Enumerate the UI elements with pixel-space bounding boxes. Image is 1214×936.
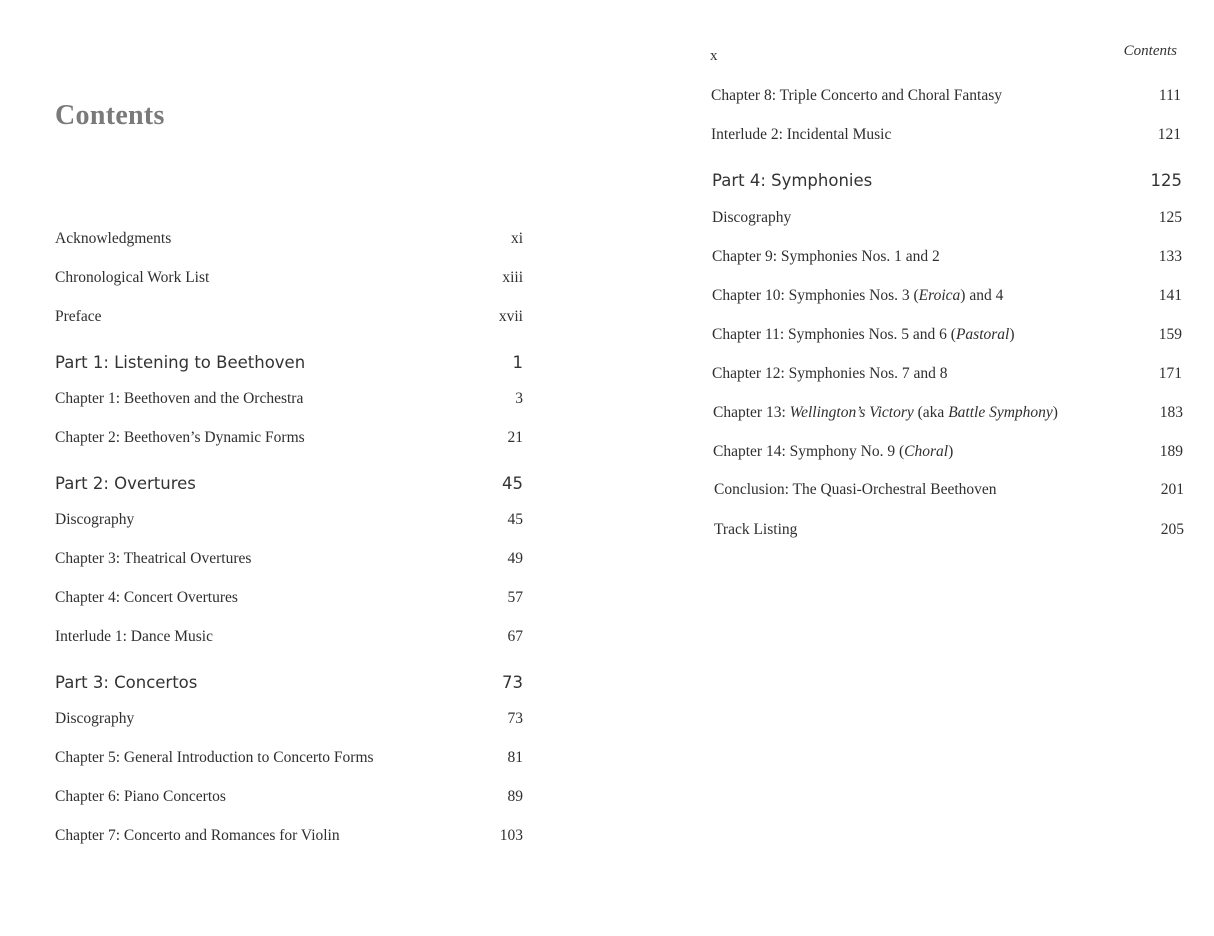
toc-entry [55,550,523,568]
toc-entry-page: 171 [1158,365,1182,382]
toc-entry [55,710,523,728]
toc-entry [711,87,1181,105]
toc-entry-page: 125 [1150,171,1182,190]
toc-entry-page: 121 [1157,126,1181,143]
toc-entry-label: Discography [55,511,135,528]
toc-entry-page: 49 [507,550,523,567]
toc-entry-label: Part 4: Symphonies [712,171,873,190]
toc-entry-label: Chapter 2: Beethoven’s Dynamic Forms [55,429,305,446]
toc-entry-label: Chronological Work List [55,269,210,286]
toc-entry-label: Chapter 7: Concerto and Romances for Violin [55,827,340,844]
toc-entry [55,589,523,607]
toc-entry-label: Chapter 12: Symphonies Nos. 7 and 8 [712,365,948,382]
toc-entry [55,511,523,529]
toc-entry-page: xvii [498,308,523,325]
toc-entry-page: 189 [1159,443,1183,460]
toc-entry-label: Interlude 1: Dance Music [55,628,213,645]
toc-entry-label: Chapter 9: Symphonies Nos. 1 and 2 [712,248,940,265]
toc-entry-page: 133 [1158,248,1182,265]
toc-entry-page: 81 [507,749,523,766]
toc-entry [713,404,1183,422]
toc-entry-page: 57 [507,589,523,606]
toc-entry [712,326,1182,344]
toc-entry [55,788,523,806]
toc-entry [55,628,523,646]
toc-entry-page: 73 [507,710,523,727]
toc-entry [712,209,1182,227]
toc-entry-label: Preface [55,308,102,325]
toc-part-heading [55,353,523,372]
page-title: Contents [55,100,165,131]
right-page [607,0,1214,936]
toc-entry-page: 89 [507,788,523,805]
toc-entry [55,269,523,287]
toc-entry-label: Chapter 5: General Introduction to Concerto Forms [55,749,374,766]
toc-entry-label: Discography [55,710,135,727]
toc-entry-page: 125 [1158,209,1182,226]
toc-entry-label: Chapter 11: Symphonies Nos. 5 and 6 (Pastoral) [712,326,1015,343]
toc-part-heading [55,474,523,493]
toc-entry-label: Chapter 8: Triple Concerto and Choral Fantasy [711,87,1003,104]
toc-entry-page: 73 [502,673,523,692]
toc-entry [712,365,1182,383]
toc-entry-label: Conclusion: The Quasi-Orchestral Beethoven [714,481,997,498]
toc-entry [714,521,1184,539]
toc-entry-page: 141 [1158,287,1182,304]
toc-entry-page: 45 [502,474,523,493]
toc-entry-label: Part 3: Concertos [55,673,198,692]
toc-entry-label: Interlude 2: Incidental Music [711,126,892,143]
toc-part-heading [712,171,1182,190]
toc-entry [55,827,523,845]
toc-entry [713,443,1183,461]
toc-entry-label: Part 2: Overtures [55,474,196,493]
toc-entry-page: 183 [1159,404,1183,421]
toc-entry-page: 67 [507,628,523,645]
toc-entry-page: xi [510,230,523,247]
toc-entry-label: Chapter 13: Wellington’s Victory (aka Battle Symphony) [713,404,1058,421]
toc-entry [714,481,1184,499]
toc-entry [712,287,1182,305]
toc-entry [55,308,523,326]
toc-entry-page: 111 [1158,87,1181,104]
toc-entry-label: Chapter 1: Beethoven and the Orchestra [55,390,304,407]
toc-entry-label: Acknowledgments [55,230,172,247]
toc-entry-label: Chapter 14: Symphony No. 9 (Choral) [713,443,954,460]
toc-entry-label: Chapter 3: Theatrical Overtures [55,550,252,567]
toc-entry-page: xiii [502,269,523,286]
toc-entry-page: 205 [1160,521,1184,538]
toc-entry-label: Track Listing [714,521,798,538]
running-header: Contents [1123,43,1177,59]
toc-entry-label: Part 1: Listening to Beethoven [55,353,306,372]
toc-entry [712,248,1182,266]
toc-entry-label: Chapter 6: Piano Concertos [55,788,226,805]
toc-entry-page: 21 [507,429,523,446]
toc-entry-page: 1 [512,353,523,372]
toc-entry [55,390,523,408]
toc-entry [55,749,523,767]
toc-entry [55,230,523,248]
toc-part-heading [55,673,523,692]
toc-entry-page: 159 [1158,326,1182,343]
toc-entry [55,429,523,447]
toc-entry-label: Discography [712,209,792,226]
toc-entry-page: 45 [507,511,523,528]
toc-entry-page: 3 [515,390,523,407]
page-number: x [710,48,718,64]
toc-entry-label: Chapter 4: Concert Overtures [55,589,238,606]
toc-entry-label: Chapter 10: Symphonies Nos. 3 (Eroica) and 4 [712,287,1004,304]
toc-entry-page: 103 [499,827,523,844]
toc-entry [711,126,1181,144]
toc-entry-page: 201 [1160,481,1184,498]
